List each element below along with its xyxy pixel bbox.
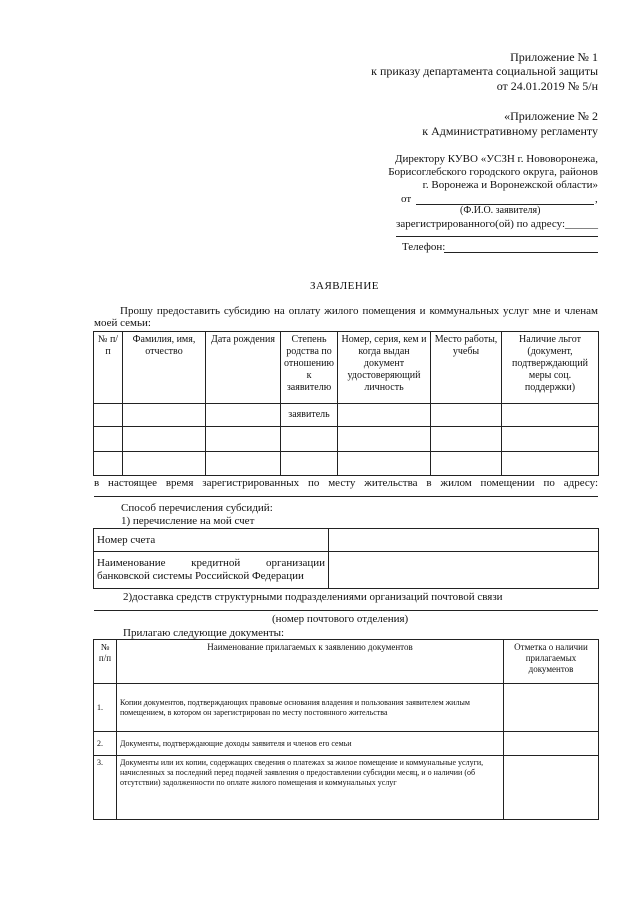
- col-benefits: Наличие льгот (документ, подтверждающий меры соц. поддержки): [502, 332, 599, 404]
- cell[interactable]: [502, 427, 599, 452]
- bank-table: [93, 528, 599, 589]
- doc-col-number: № п/п: [94, 640, 117, 684]
- phone-underline[interactable]: [444, 252, 598, 253]
- cell[interactable]: [338, 452, 431, 476]
- doc-row-number: 2.: [94, 732, 117, 756]
- doc-row-mark[interactable]: [504, 684, 599, 732]
- cell[interactable]: [123, 452, 206, 476]
- bank-label-line1: Наименование кредитной организации: [97, 557, 325, 569]
- doc-col-mark: Отметка о наличии прилагаемых документов: [504, 640, 599, 684]
- cell[interactable]: [431, 452, 502, 476]
- documents-table: [93, 639, 599, 820]
- postal-underline[interactable]: [94, 610, 598, 611]
- postal-caption: (номер почтового отделения): [272, 613, 409, 625]
- doc-row-text: Документы или их копии, содержащих сведения о платежах за жилое помещение и коммунальные услуги, начисленных за последний перед подачей заявления о предоставлении субсидии месяц, и о наличии (об отсутствии) задолженности по оплате жилого помещения и коммунальных услуг: [117, 756, 504, 820]
- bank-name-field[interactable]: [329, 552, 599, 589]
- col-relation: Степень родства по отношению к заявителю: [281, 332, 338, 404]
- doc-row-number: 1.: [94, 684, 117, 732]
- doc-row-text: Документы, подтверждающие доходы заявителя и членов его семьи: [117, 732, 504, 756]
- registered-address-line: в настоящее время зарегистрированных по месту жительства в жилом помещении по адресу:: [94, 477, 598, 489]
- col-id-document: Номер, серия, кем и когда выдан документ удостоверяющий личность: [338, 332, 431, 404]
- appendix1-line3: от 24.01.2019 № 5/н: [496, 79, 598, 93]
- from-comma: ,: [595, 193, 598, 205]
- fio-caption: (Ф.И.О. заявителя): [460, 205, 541, 216]
- cell[interactable]: [94, 452, 123, 476]
- col-work-study: Место работы, учебы: [431, 332, 502, 404]
- applicant-cell: заявитель: [281, 404, 338, 427]
- addressee-line3: г. Воронежа и Воронежской области»: [422, 179, 598, 191]
- table-row: [94, 452, 599, 476]
- from-label: от: [401, 193, 412, 205]
- addressee-line2: Борисоглебского городского округа, районов: [388, 166, 598, 178]
- cell[interactable]: [338, 404, 431, 427]
- cell[interactable]: [281, 427, 338, 452]
- table-row: [94, 529, 599, 552]
- appendix2-line2: к Административному регламенту: [422, 124, 598, 138]
- cell[interactable]: [431, 404, 502, 427]
- phone-label: Телефон:: [402, 241, 446, 253]
- documents-table-header: [94, 640, 599, 684]
- appendix2-line1: «Приложение № 2: [504, 109, 598, 123]
- table-row: [94, 732, 599, 756]
- cell[interactable]: [502, 404, 599, 427]
- col-birthdate: Дата рождения: [206, 332, 281, 404]
- col-number: № п/п: [94, 332, 123, 404]
- appendix1-line1: Приложение № 1: [510, 50, 598, 64]
- documents-intro: Прилагаю следующие документы:: [123, 627, 285, 639]
- cell[interactable]: [206, 452, 281, 476]
- doc-row-mark[interactable]: [504, 756, 599, 820]
- intro-line2: моей семьи:: [94, 317, 151, 329]
- family-table: [93, 331, 599, 476]
- appendix1-line2: к приказу департамента социальной защиты: [371, 64, 598, 78]
- table-row: [94, 756, 599, 820]
- bank-label-line2: банковской системы Российской Федерации: [97, 570, 304, 582]
- cell[interactable]: [206, 404, 281, 427]
- cell[interactable]: [502, 452, 599, 476]
- bank-name-label: [94, 552, 329, 589]
- table-row: [94, 427, 599, 452]
- registered-address-label[interactable]: зарегистрированного(ой) по адресу:______: [396, 218, 599, 230]
- col-fullname: Фамилия, имя, отчество: [123, 332, 206, 404]
- table-row: [94, 552, 599, 589]
- cell[interactable]: [338, 427, 431, 452]
- doc-row-number: 3.: [94, 756, 117, 820]
- doc-col-name: Наименование прилагаемых к заявлению документов: [117, 640, 504, 684]
- document-title: ЗАЯВЛЕНИЕ: [310, 280, 379, 292]
- transfer-option1: 1) перечисление на мой счет: [121, 515, 255, 527]
- doc-row-text: Копии документов, подтверждающих правовые основания владения и пользования заявителем жилым помещением, в котором он зарегистрирован по месту постоянного жительства: [117, 684, 504, 732]
- transfer-option2: 2)доставка средств структурными подразделениями организаций почтовой связи: [123, 591, 503, 603]
- cell[interactable]: [431, 427, 502, 452]
- transfer-method-label: Способ перечисления субсидий:: [121, 502, 273, 514]
- cell[interactable]: [281, 452, 338, 476]
- account-number-field[interactable]: [329, 529, 599, 552]
- addressee-line1: Директору КУВО «УСЗН г. Нововоронежа,: [395, 153, 598, 165]
- doc-row-mark[interactable]: [504, 732, 599, 756]
- cell[interactable]: [94, 427, 123, 452]
- table-row: [94, 684, 599, 732]
- intro-line1: Прошу предоставить субсидию на оплату жилого помещения и коммунальных услуг мне и членам: [120, 305, 598, 317]
- cell[interactable]: [206, 427, 281, 452]
- table-row: [94, 404, 599, 427]
- family-table-header: [94, 332, 599, 404]
- address-underline[interactable]: [396, 236, 598, 237]
- account-number-label: Номер счета: [94, 529, 329, 552]
- registered-address-underline[interactable]: [94, 496, 598, 497]
- cell[interactable]: [94, 404, 123, 427]
- cell[interactable]: [123, 404, 206, 427]
- cell[interactable]: [123, 427, 206, 452]
